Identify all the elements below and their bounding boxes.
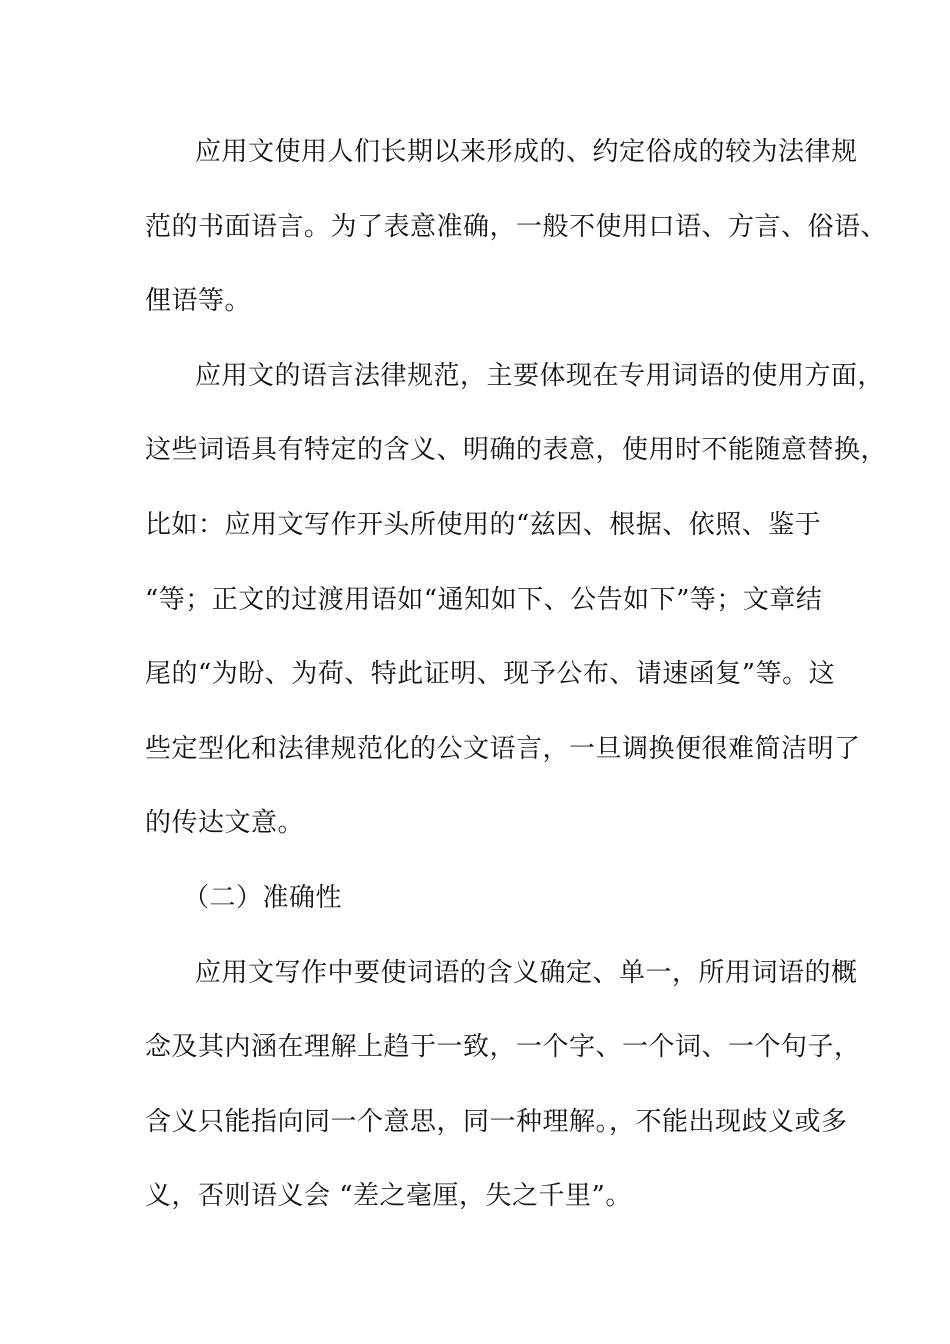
paragraph-3-line-3: 含义只能指向同一个意思，同一种理解。，不能出现歧义或多 [145,1106,848,1137]
paragraph-3-line-1: 应用文写作中要使词语的含义确定、单一，所用词语的概 [195,957,858,988]
paragraph-3-line-2: 念及其内涵在理解上趋于一致，一个字、一个词、一个句子， [145,1032,861,1063]
paragraph-2-line-2: 这些词语具有特定的含义、明确的表意，使用时不能随意替换， [145,435,888,466]
section-heading: （二）准确性 [183,882,343,913]
paragraph-2-line-4: “等；正文的过渡用语如“通知如下、公告如下”等；文章结 [145,584,823,615]
document-body [145,115,888,1234]
paragraph-2-line-5: 尾的“为盼、为荷、特此证明、现予公布、请速函复”等。这 [145,659,836,690]
paragraph-3-line-4: 义，否则语义会 “差之毫厘，失之千里”。 [145,1181,632,1212]
paragraph-2-line-7: 的传达文意。 [145,808,305,839]
paragraph-1-line-2: 范的书面语言。为了表意准确，一般不使用口语、方言、俗语、 [145,211,888,242]
paragraph-2-line-6: 些定型化和法律规范化的公文语言，一旦调换便很难简洁明了 [145,733,861,764]
paragraph-2-line-1: 应用文的语言法律规范，主要体现在专用词语的使用方面， [195,360,885,391]
paragraph-2-line-3: 比如：应用文写作开头所使用的“兹因、根据、依照、鉴于 [145,509,822,540]
paragraph-1-line-3: 俚语等。 [145,286,252,317]
paragraph-1-line-1: 应用文使用人们长期以来形成的、约定俗成的较为法律规 [195,137,858,167]
